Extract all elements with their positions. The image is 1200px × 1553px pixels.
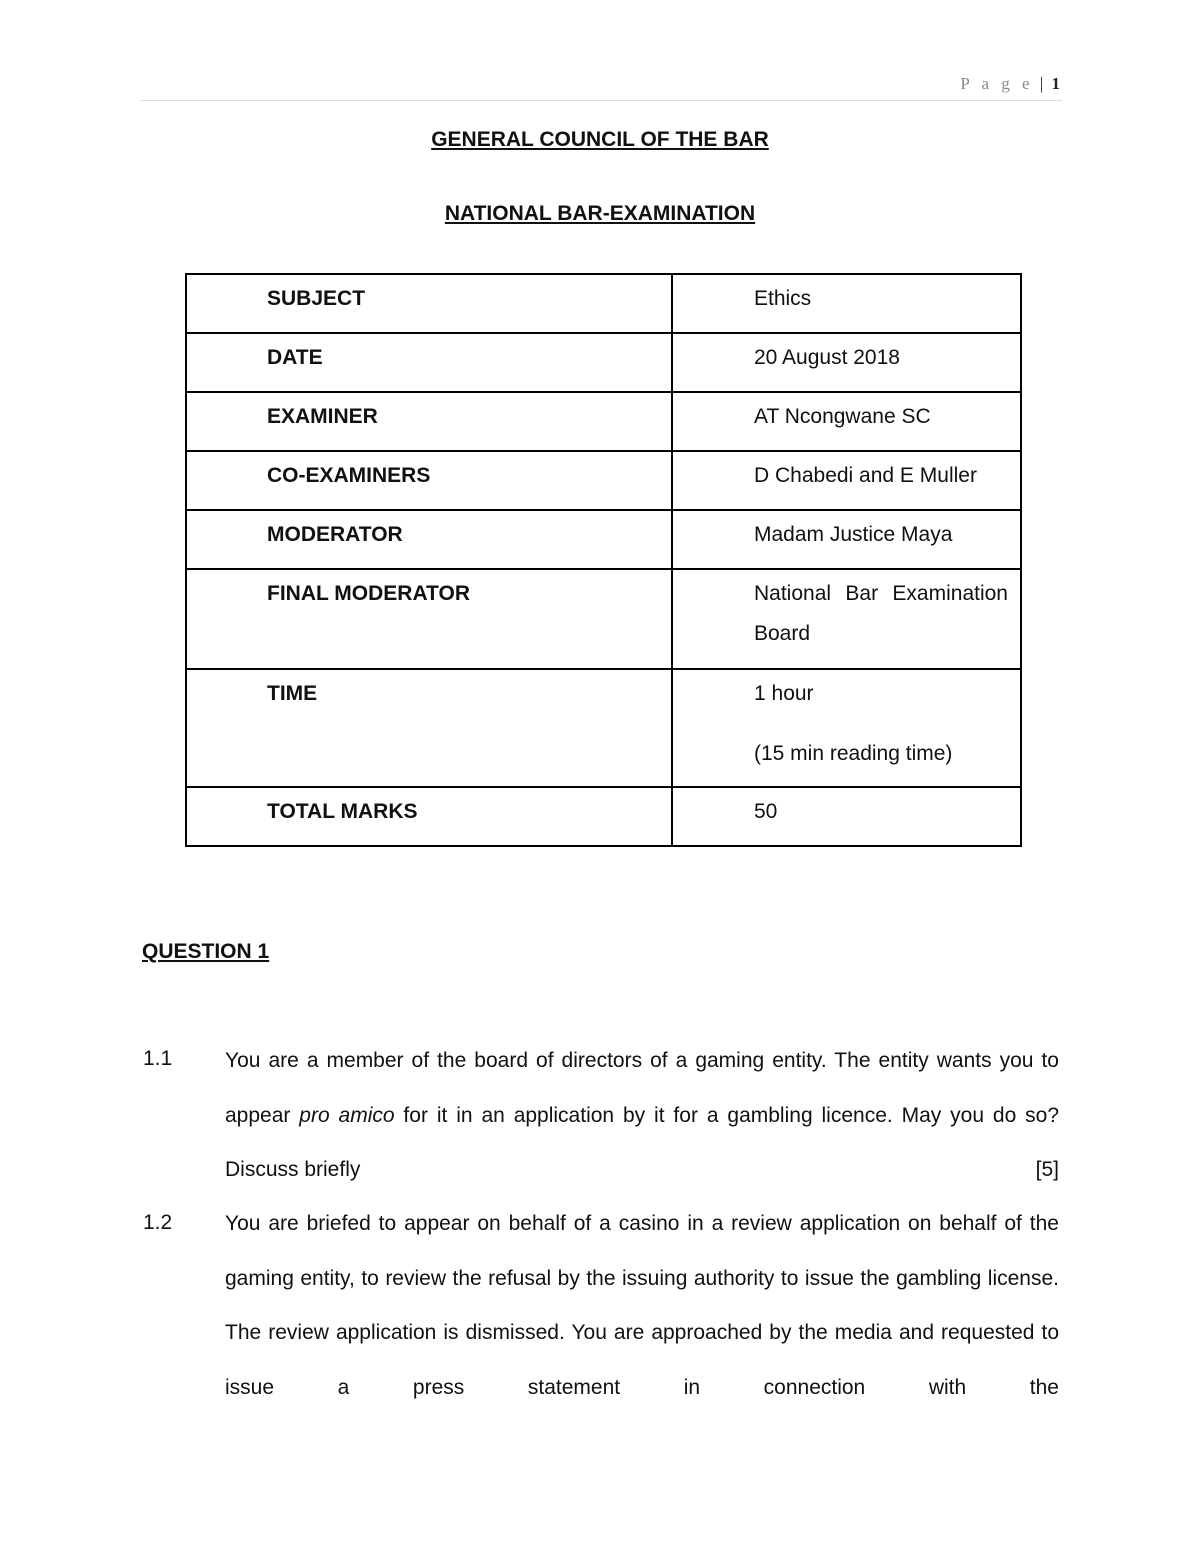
page-word: P a g e [960, 74, 1034, 93]
row-label: SUBJECT [186, 274, 672, 333]
page-number: 1 [1051, 74, 1060, 93]
row-value [672, 669, 1021, 787]
row-value [672, 569, 1021, 669]
question-number: 1.2 [143, 1211, 173, 1234]
row-value: D Chabedi and E Muller [672, 451, 1021, 510]
document-subtitle: NATIONAL BAR-EXAMINATION [444, 202, 756, 225]
question-text [225, 1034, 1059, 1198]
row-label: MODERATOR [186, 510, 672, 569]
row-value: 20 August 2018 [672, 333, 1021, 392]
page-separator: | [1039, 74, 1044, 93]
row-label: TIME [186, 669, 672, 787]
row-value-line: Board [754, 621, 811, 645]
table-row [186, 451, 1021, 510]
row-value-line: (15 min reading time) [754, 741, 953, 765]
row-value-line: 1 hour [754, 682, 814, 705]
question-number: 1.1 [143, 1047, 173, 1070]
document-title: GENERAL COUNCIL OF THE BAR [431, 128, 769, 151]
row-value: 50 [672, 787, 1021, 846]
page-number-label [960, 74, 1060, 94]
table-row [186, 392, 1021, 451]
table-row [186, 787, 1021, 846]
question-marks: [5] [1035, 1158, 1059, 1181]
row-value: AT Ncongwane SC [672, 392, 1021, 451]
row-label: CO-EXAMINERS [186, 451, 672, 510]
table-row [186, 669, 1021, 787]
table-row [186, 510, 1021, 569]
question-text-italic: pro amico [299, 1103, 395, 1127]
question-text: You are briefed to appear on behalf of a casino in a review application on behalf of the gaming entity, to review the refusal by the issuing authority to issue the gambling license. The review application is dismissed. You are approached by the media and requested to issue a press statement in connection with the [225, 1212, 1059, 1399]
question-text-part: You are a member of the board of directors of a gaming entity. The entity wants you to appear [225, 1049, 1059, 1127]
table-row [186, 274, 1021, 333]
table-row [186, 333, 1021, 392]
row-value-line: National Bar Examination [754, 582, 1008, 605]
row-value: Madam Justice Maya [672, 510, 1021, 569]
exam-info-table [185, 273, 1022, 847]
row-label: EXAMINER [186, 392, 672, 451]
row-value: Ethics [672, 274, 1021, 333]
row-label: FINAL MODERATOR [186, 569, 672, 669]
page-header [140, 74, 1062, 101]
row-label: TOTAL MARKS [186, 787, 672, 846]
row-label: DATE [186, 333, 672, 392]
question-heading: QUESTION 1 [142, 940, 270, 963]
table-row [186, 569, 1021, 669]
question-text-part: for it in an application by it for a gambling licence. May you do so? Discuss briefly [225, 1103, 1060, 1181]
